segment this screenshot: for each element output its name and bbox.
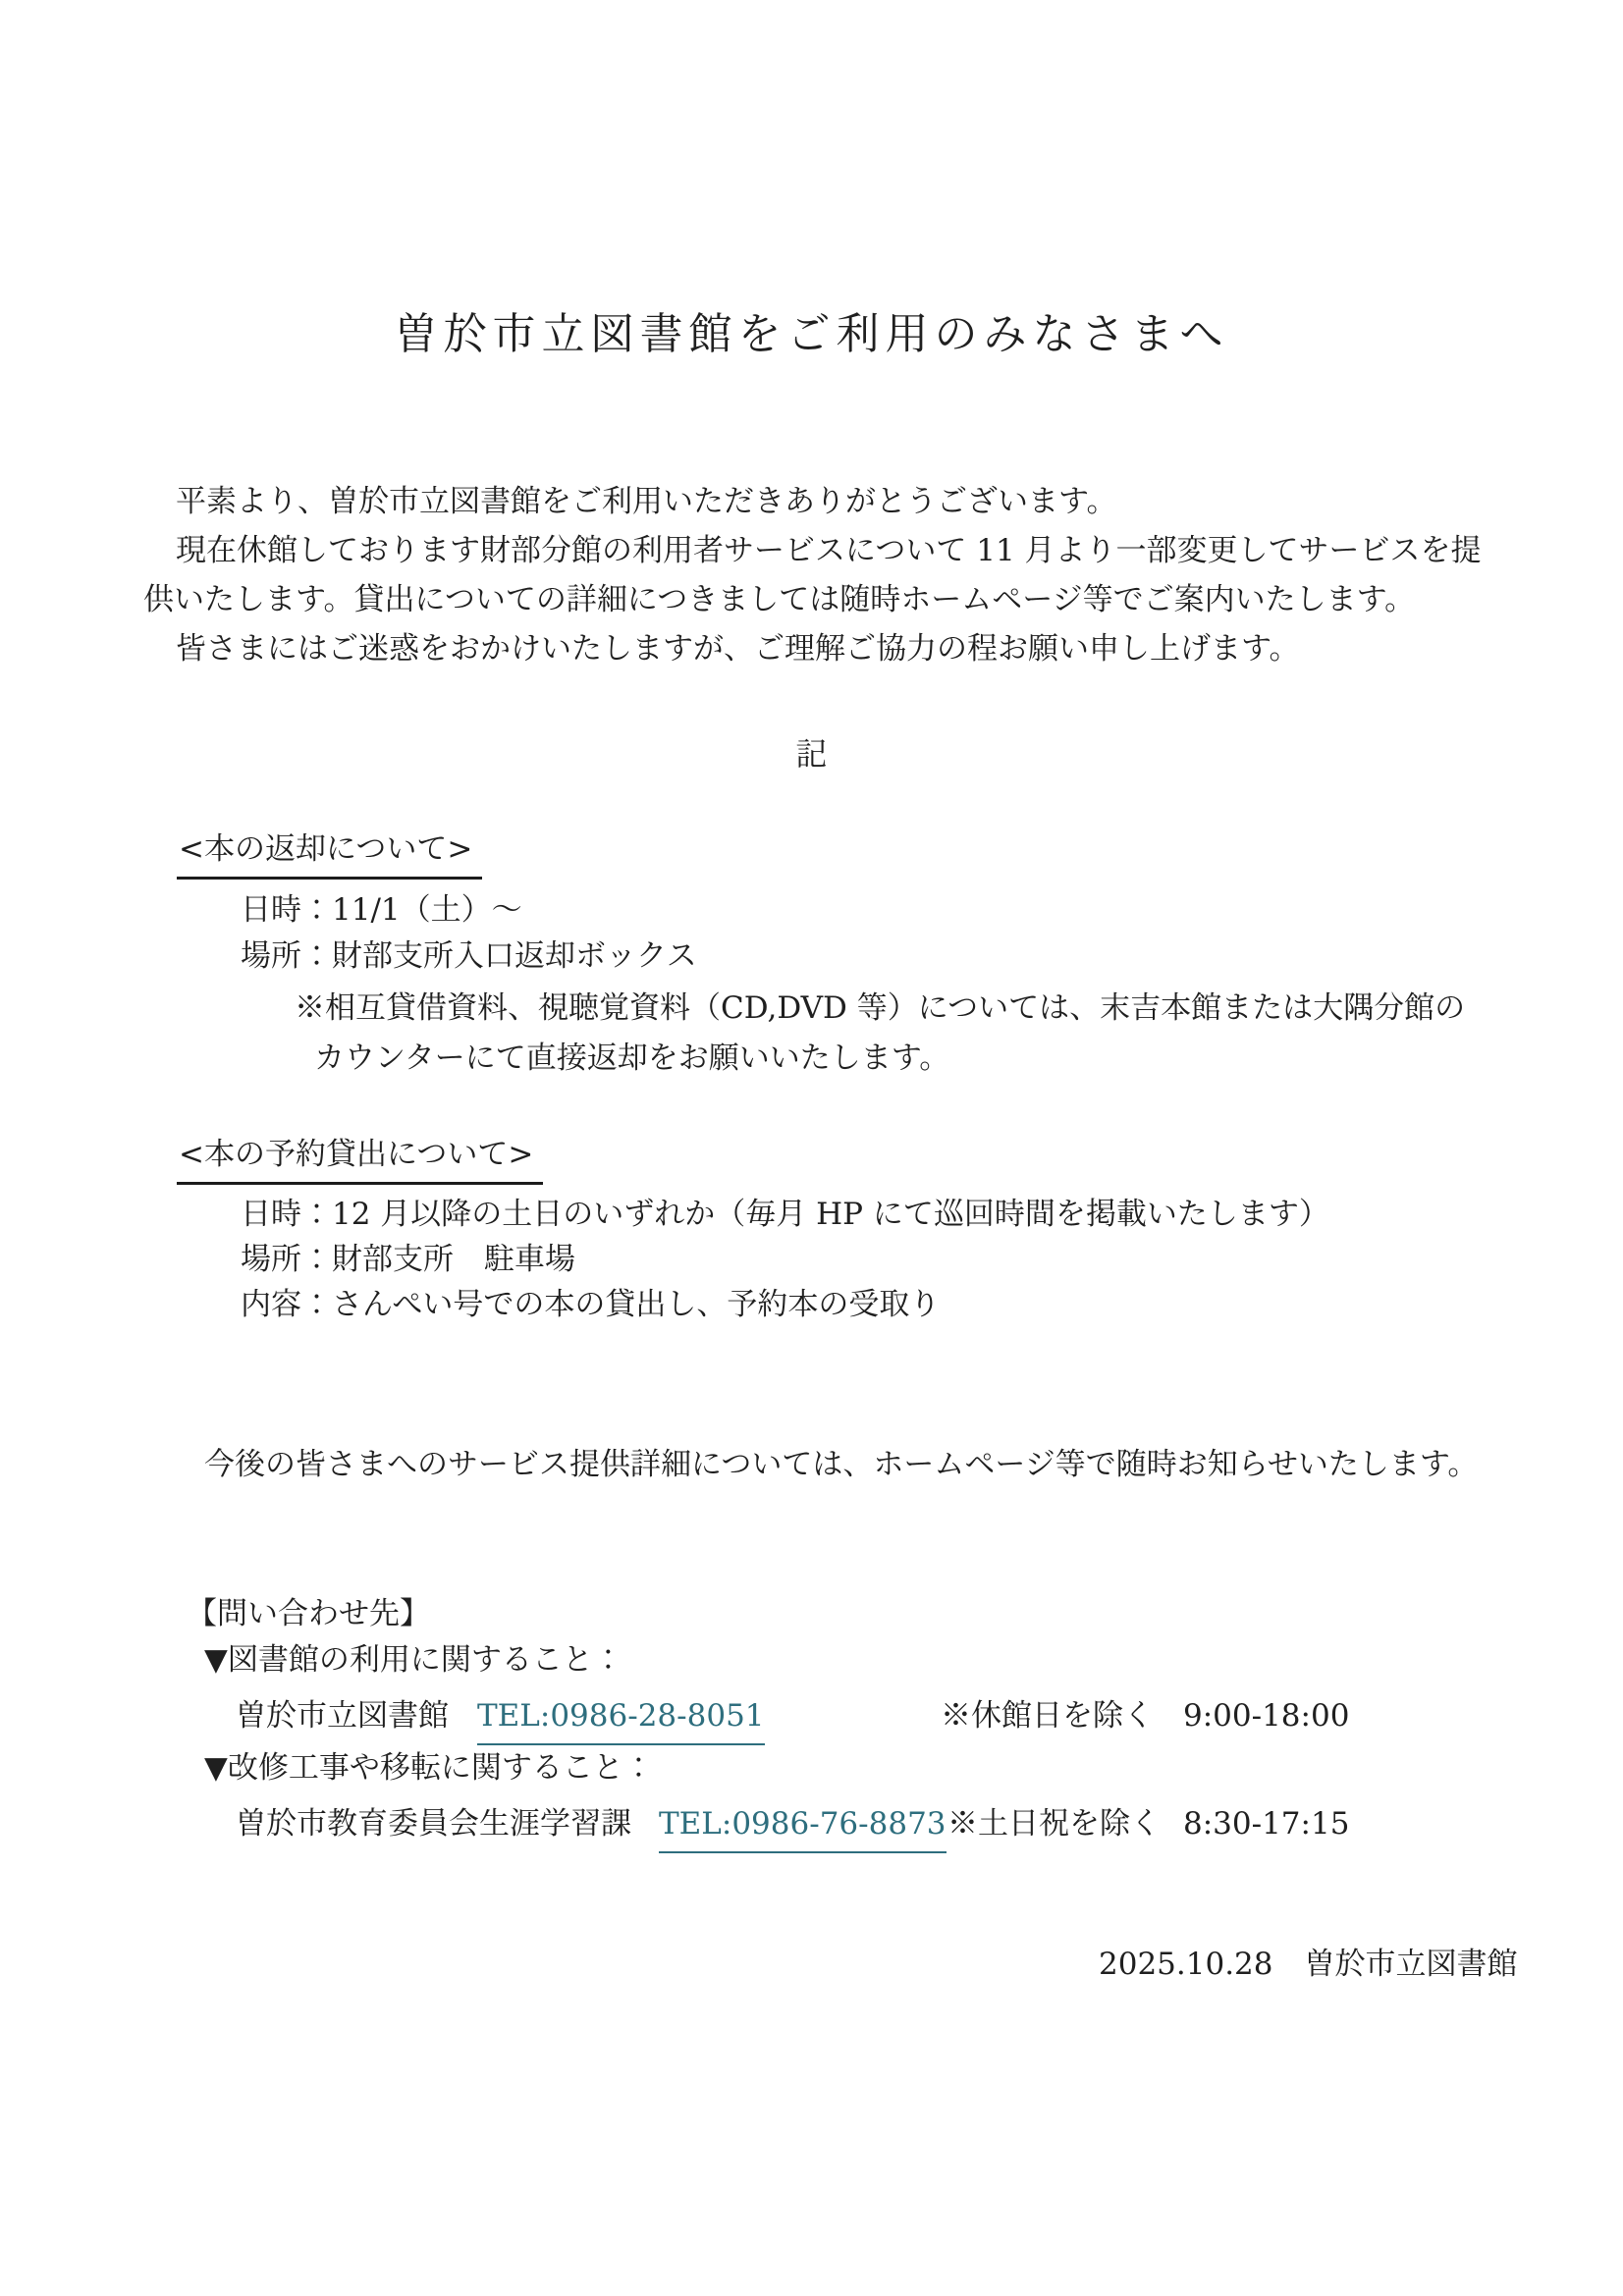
contact-category-library: ▼図書館の利用に関すること： bbox=[204, 1642, 623, 1678]
intro-line-3: 供いたします。貸出についての詳細につきましては随時ホームページ等でご案内いたします。 bbox=[143, 582, 1416, 617]
record-marker: 記 bbox=[795, 735, 828, 773]
intro-line-2: 現在休館しております財部分館の利用者サービスについて 11 月より一部変更してサービスを提 bbox=[176, 533, 1482, 568]
reservation-content: 内容：さんぺい号での本の貸出し、予約本の受取り bbox=[241, 1287, 941, 1322]
page-title: 曽於市立図書館をご利用のみなさまへ bbox=[394, 309, 1229, 359]
contact-name: 曽於市教育委員会生涯学習課 bbox=[236, 1806, 631, 1842]
intro-line-1: 平素より、曽於市立図書館をご利用いただきありがとうございます。 bbox=[176, 484, 1117, 519]
section-return-items bbox=[241, 887, 697, 980]
return-location: 場所：財部支所入口返却ボックス bbox=[241, 938, 697, 974]
doc-org: 曽於市立図書館 bbox=[1304, 1947, 1518, 1982]
contact-row-renovation bbox=[0, 1801, 1623, 1852]
reservation-location: 場所：財部支所 駐車場 bbox=[241, 1242, 575, 1277]
contact-hours: 9:00-18:00 bbox=[1183, 1698, 1350, 1734]
section-reservation-heading: <本の予約貸出について> bbox=[177, 1136, 543, 1185]
contact-hours: 8:30-17:15 bbox=[1183, 1806, 1350, 1842]
intro-paragraph bbox=[143, 477, 1482, 673]
contact-row-library bbox=[0, 1693, 1623, 1744]
reservation-datetime: 日時：12 月以降の土日のいずれか（毎月 HP にて巡回時間を掲載いたします） bbox=[241, 1197, 1329, 1232]
intro-line-4: 皆さまにはご迷惑をおかけいたしますが、ご理解ご協力の程お願い申し上げます。 bbox=[176, 631, 1300, 667]
section-reservation-items bbox=[241, 1192, 1329, 1327]
closing-paragraph: 今後の皆さまへのサービス提供詳細については、ホームページ等で随時お知らせいたします。 bbox=[204, 1447, 1479, 1482]
contact-note: ※休館日を除く bbox=[941, 1698, 1154, 1734]
return-note bbox=[295, 984, 1465, 1084]
contact-heading: 【問い合わせ先】 bbox=[187, 1596, 430, 1631]
contact-note: ※土日祝を除く bbox=[947, 1806, 1161, 1842]
return-note-line-1: ※相互貸借資料、視聴覚資料（CD,DVD 等）については、末吉本館または大隅分館の bbox=[295, 990, 1466, 1026]
doc-date: 2025.10.28 bbox=[1099, 1947, 1273, 1982]
doc-footer bbox=[1099, 1942, 1518, 1987]
section-return-heading: <本の返却について> bbox=[177, 830, 482, 880]
tel-link[interactable]: TEL:0986-28-8051 bbox=[477, 1693, 765, 1745]
return-datetime: 日時：11/1（土）～ bbox=[241, 892, 522, 928]
contact-name: 曽於市立図書館 bbox=[236, 1698, 449, 1734]
tel-link[interactable]: TEL:0986-76-8873 bbox=[659, 1801, 947, 1853]
return-note-line-2: カウンターにて直接返却をお願いいたします。 bbox=[314, 1041, 950, 1076]
contact-category-renovation: ▼改修工事や移転に関すること： bbox=[204, 1750, 654, 1786]
